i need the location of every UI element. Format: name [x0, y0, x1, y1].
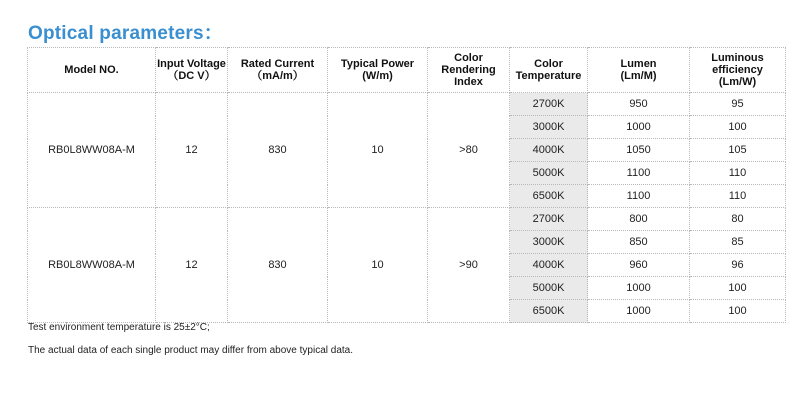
header-row	[28, 48, 786, 93]
cct-cell: 5000K	[510, 277, 588, 300]
lumen-cell: 1050	[588, 139, 690, 162]
lumen-cell: 1000	[588, 300, 690, 323]
cct-cell: 2700K	[510, 93, 588, 116]
header-luminous-efficiency: Luminous efficiency (Lm/W)	[690, 48, 786, 93]
model-cell: RB0L8WW08A-M	[28, 93, 156, 208]
cri-cell: >90	[428, 208, 510, 323]
lumen-cell: 800	[588, 208, 690, 231]
efficiency-cell: 95	[690, 93, 786, 116]
lumen-cell: 850	[588, 231, 690, 254]
lumen-cell: 950	[588, 93, 690, 116]
lumen-cell: 1100	[588, 185, 690, 208]
power-cell: 10	[328, 208, 428, 323]
cct-cell: 6500K	[510, 185, 588, 208]
cct-cell: 4000K	[510, 254, 588, 277]
lumen-cell: 1000	[588, 277, 690, 300]
voltage-cell: 12	[156, 93, 228, 208]
efficiency-cell: 80	[690, 208, 786, 231]
lumen-cell: 960	[588, 254, 690, 277]
efficiency-cell: 100	[690, 300, 786, 323]
cct-cell: 3000K	[510, 116, 588, 139]
efficiency-cell: 110	[690, 185, 786, 208]
cct-cell: 3000K	[510, 231, 588, 254]
efficiency-cell: 110	[690, 162, 786, 185]
lumen-cell: 1100	[588, 162, 690, 185]
efficiency-cell: 96	[690, 254, 786, 277]
efficiency-cell: 85	[690, 231, 786, 254]
note-data-disclaimer: The actual data of each single product may differ from above typical data.	[28, 345, 353, 356]
power-cell: 10	[328, 93, 428, 208]
header-cri: Color Rendering Index	[428, 48, 510, 93]
note-test-temperature: Test environment temperature is 25±2°C;	[28, 322, 210, 333]
cct-cell: 2700K	[510, 208, 588, 231]
optical-parameters-table	[27, 47, 786, 323]
efficiency-cell: 105	[690, 139, 786, 162]
header-model: Model NO.	[28, 48, 156, 93]
model-cell: RB0L8WW08A-M	[28, 208, 156, 323]
voltage-cell: 12	[156, 208, 228, 323]
header-rated-current: Rated Current （mA/m）	[228, 48, 328, 93]
page-title: Optical parameters：	[28, 23, 223, 44]
header-lumen: Lumen (Lm/M)	[588, 48, 690, 93]
cct-cell: 5000K	[510, 162, 588, 185]
cri-cell: >80	[428, 93, 510, 208]
cct-cell: 6500K	[510, 300, 588, 323]
lumen-cell: 1000	[588, 116, 690, 139]
header-color-temperature: Color Temperature	[510, 48, 588, 93]
current-cell: 830	[228, 208, 328, 323]
table-row	[28, 208, 786, 231]
header-input-voltage: Input Voltage （DC V）	[156, 48, 228, 93]
current-cell: 830	[228, 93, 328, 208]
cct-cell: 4000K	[510, 139, 588, 162]
efficiency-cell: 100	[690, 277, 786, 300]
table-row	[28, 93, 786, 116]
efficiency-cell: 100	[690, 116, 786, 139]
header-typical-power: Typical Power (W/m)	[328, 48, 428, 93]
